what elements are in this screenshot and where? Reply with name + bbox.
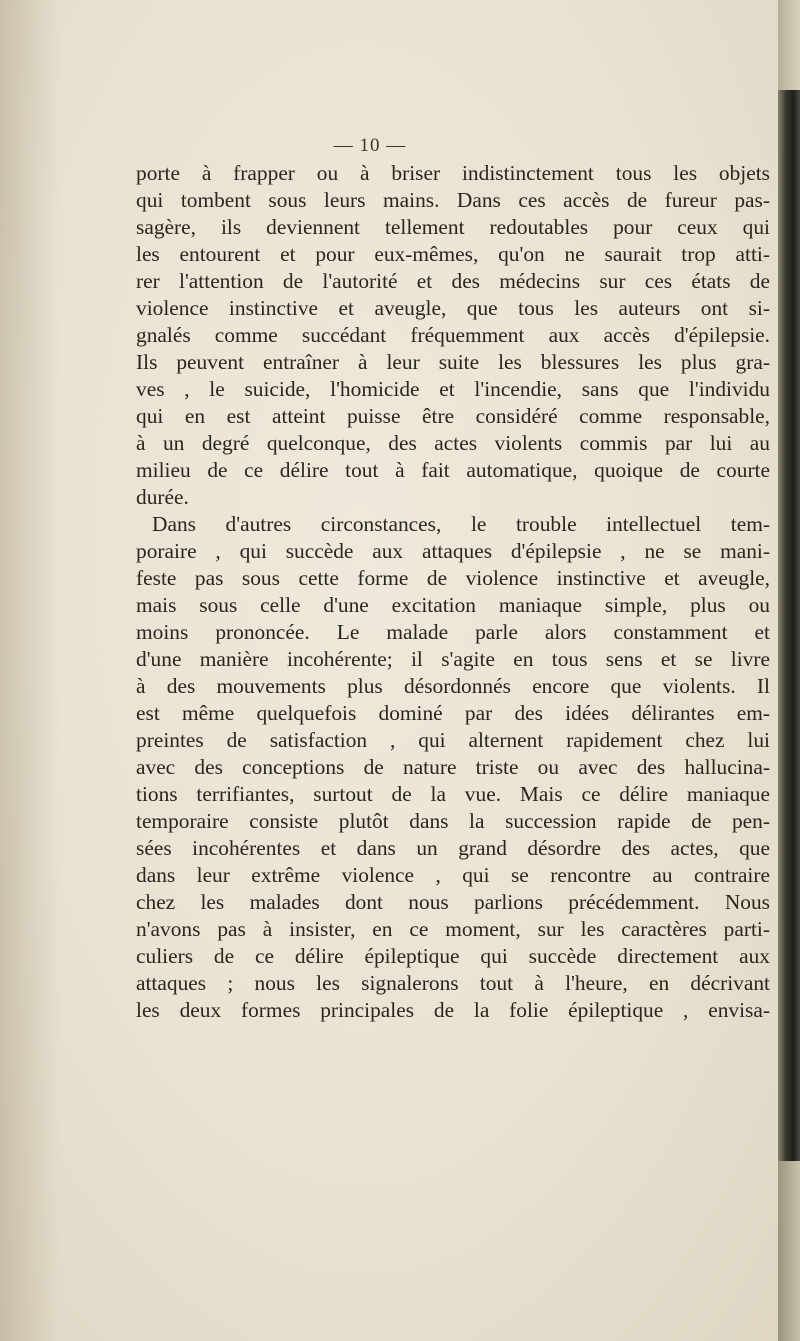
text-line: n'avons pas à insister, en ce moment, sur les caractères parti-	[136, 917, 770, 941]
text-line: à un degré quelconque, des actes violents commis par lui au	[136, 431, 770, 455]
text-line: qui en est atteint puisse être considéré comme responsable,	[136, 404, 770, 428]
text-line: attaques ; nous les signalerons tout à l'heure, en décrivant	[136, 971, 770, 995]
text-line: culiers de ce délire épileptique qui succède directement aux	[136, 944, 770, 968]
text-line: Dans d'autres circonstances, le trouble intellectuel tem-	[152, 512, 770, 536]
text-line: moins prononcée. Le malade parle alors constamment et	[136, 620, 770, 644]
text-line: qui tombent sous leurs mains. Dans ces accès de fureur pas-	[136, 188, 770, 212]
text-line: mais sous celle d'une excitation maniaque simple, plus ou	[136, 593, 770, 617]
text-line: Ils peuvent entraîner à leur suite les blessures les plus gra-	[136, 350, 770, 374]
text-line: violence instinctive et aveugle, que tous les auteurs ont si-	[136, 296, 770, 320]
text-line: ves , le suicide, l'homicide et l'incendie, sans que l'individu	[136, 377, 770, 401]
text-line: d'une manière incohérente; il s'agite en tous sens et se livre	[136, 647, 770, 671]
page-right-edge	[778, 0, 800, 1341]
text-line: dans leur extrême violence , qui se rencontre au contraire	[136, 863, 770, 887]
text-line: porte à frapper ou à briser indistinctement tous les objets	[136, 161, 770, 185]
text-line: feste pas sous cette forme de violence instinctive et aveugle,	[136, 566, 770, 590]
text-line: est même quelquefois dominé par des idées délirantes em-	[136, 701, 770, 725]
text-line: sagère, ils deviennent tellement redoutables pour ceux qui	[136, 215, 770, 239]
text-line: sées incohérentes et dans un grand désordre des actes, que	[136, 836, 770, 860]
body-text	[136, 160, 770, 1024]
text-line: gnalés comme succédant fréquemment aux accès d'épilepsie.	[136, 323, 770, 347]
page-gutter-shadow	[0, 0, 60, 1341]
text-line: à des mouvements plus désordonnés encore que violents. Il	[136, 674, 770, 698]
page-right-edge-top	[778, 0, 800, 90]
text-line: les deux formes principales de la folie épileptique , envisa-	[136, 998, 770, 1022]
page-right-edge-bottom	[778, 1161, 800, 1341]
page-number: — 10 —	[333, 135, 407, 156]
text-line: poraire , qui succède aux attaques d'épilepsie , ne se mani-	[136, 539, 770, 563]
text-line: preintes de satisfaction , qui alternent rapidement chez lui	[136, 728, 770, 752]
text-line: chez les malades dont nous parlions précédemment. Nous	[136, 890, 770, 914]
text-line: temporaire consiste plutôt dans la succession rapide de pen-	[136, 809, 770, 833]
text-line: rer l'attention de l'autorité et des médecins sur ces états de	[136, 269, 770, 293]
text-line: durée.	[136, 485, 189, 509]
text-line: milieu de ce délire tout à fait automatique, quoique de courte	[136, 458, 770, 482]
text-line: tions terrifiantes, surtout de la vue. Mais ce délire maniaque	[136, 782, 770, 806]
text-line: les entourent et pour eux-mêmes, qu'on ne saurait trop atti-	[136, 242, 770, 266]
text-line: avec des conceptions de nature triste ou avec des hallucina-	[136, 755, 770, 779]
